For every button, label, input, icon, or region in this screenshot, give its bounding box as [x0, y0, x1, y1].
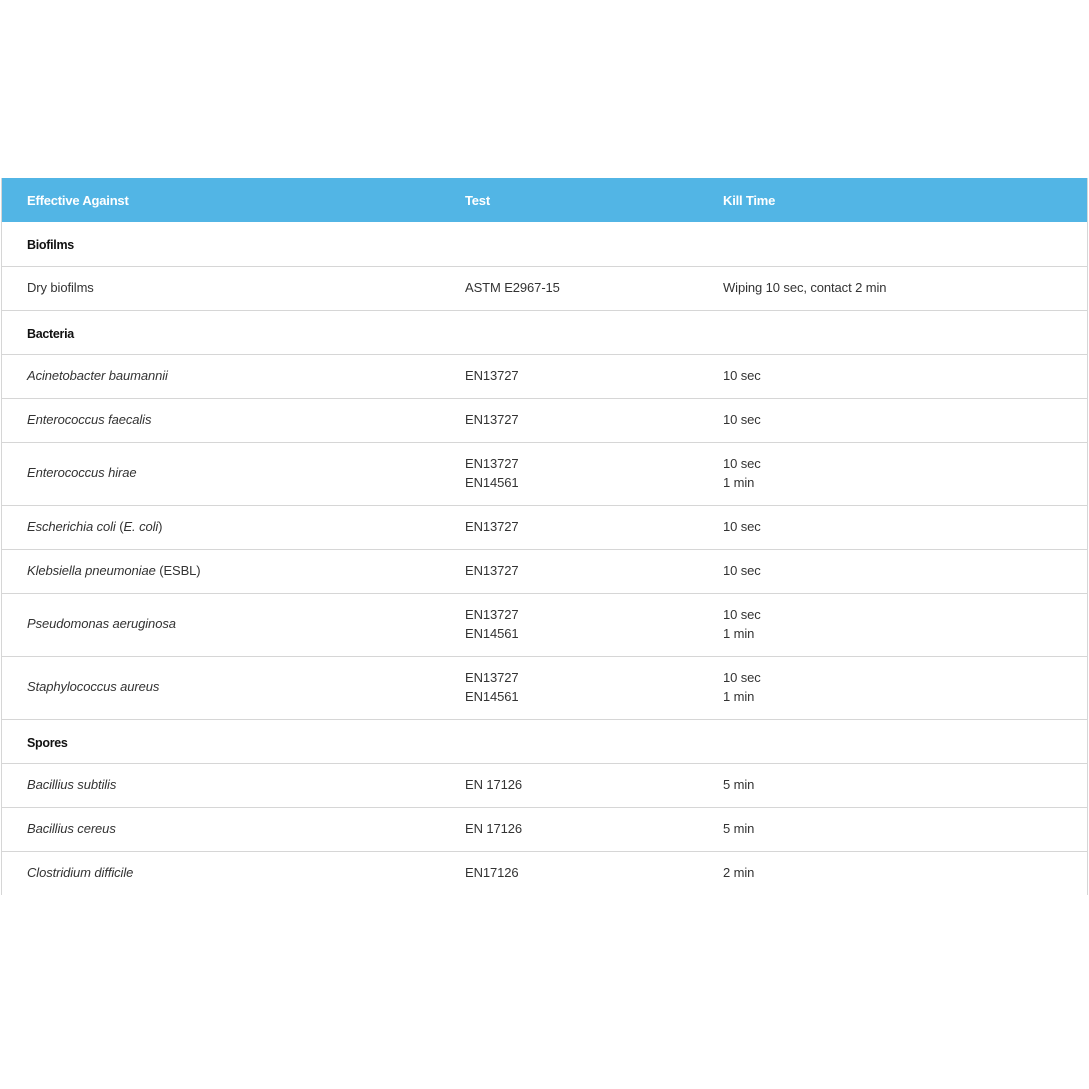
test-standard: EN13727	[440, 505, 698, 549]
organism-name: Bacillius cereus	[2, 807, 440, 851]
kill-time: 10 sec 1 min	[698, 593, 1087, 656]
table-row	[2, 442, 1087, 505]
section-title: Biofilms	[2, 222, 440, 266]
header-effective-against: Effective Against	[27, 192, 129, 208]
test-standard: EN 17126	[440, 763, 698, 807]
kill-time: 10 sec	[698, 354, 1087, 398]
test-standard: EN13727	[440, 549, 698, 593]
table-row	[2, 593, 1087, 656]
test-standard: EN13727 EN14561	[440, 442, 698, 505]
test-standard: ASTM E2967-15	[440, 266, 698, 310]
table-row	[2, 505, 1087, 549]
table-row	[2, 398, 1087, 442]
organism-name: Klebsiella pneumoniae (ESBL)	[2, 549, 440, 593]
efficacy-table	[2, 178, 1087, 895]
section-title: Spores	[2, 719, 440, 763]
organism-name: Acinetobacter baumannii	[2, 354, 440, 398]
test-standard: EN13727 EN14561	[440, 656, 698, 719]
kill-time: 10 sec	[698, 398, 1087, 442]
table-row	[2, 807, 1087, 851]
test-standard: EN17126	[465, 865, 519, 880]
kill-time: 10 sec	[698, 549, 1087, 593]
table-row	[2, 266, 1087, 310]
organism-name: Bacillius subtilis	[2, 763, 440, 807]
kill-time: Wiping 10 sec, contact 2 min	[698, 266, 1087, 310]
kill-time: 10 sec 1 min	[698, 442, 1087, 505]
table-row	[2, 851, 1087, 895]
table-row	[2, 354, 1087, 398]
kill-time: 10 sec 1 min	[698, 656, 1087, 719]
kill-time: 5 min	[698, 807, 1087, 851]
test-standard: EN 17126	[440, 807, 698, 851]
organism-name: Escherichia coli (E. coli)	[2, 505, 440, 549]
test-standard: EN13727	[440, 398, 698, 442]
section-row-bacteria	[2, 310, 1087, 354]
header-kill-time: Kill Time	[723, 192, 776, 208]
table-row	[2, 656, 1087, 719]
section-row-biofilms	[2, 222, 1087, 266]
section-title: Bacteria	[2, 310, 440, 354]
header-test: Test	[465, 192, 490, 208]
test-standard: EN13727 EN14561	[440, 593, 698, 656]
kill-time: 2 min	[723, 865, 755, 880]
section-row-spores	[2, 719, 1087, 763]
organism-name: Pseudomonas aeruginosa	[2, 593, 440, 656]
table-header-row	[2, 178, 1087, 222]
test-standard: EN13727	[440, 354, 698, 398]
efficacy-table-container	[1, 178, 1088, 895]
organism-name: Clostridium difficile	[27, 865, 134, 880]
organism-name: Enterococcus faecalis	[2, 398, 440, 442]
organism-name: Enterococcus hirae	[2, 442, 440, 505]
table-row	[2, 549, 1087, 593]
kill-time: 10 sec	[698, 505, 1087, 549]
organism-name: Dry biofilms	[2, 266, 440, 310]
organism-name: Staphylococcus aureus	[2, 656, 440, 719]
table-row	[2, 763, 1087, 807]
kill-time: 5 min	[698, 763, 1087, 807]
